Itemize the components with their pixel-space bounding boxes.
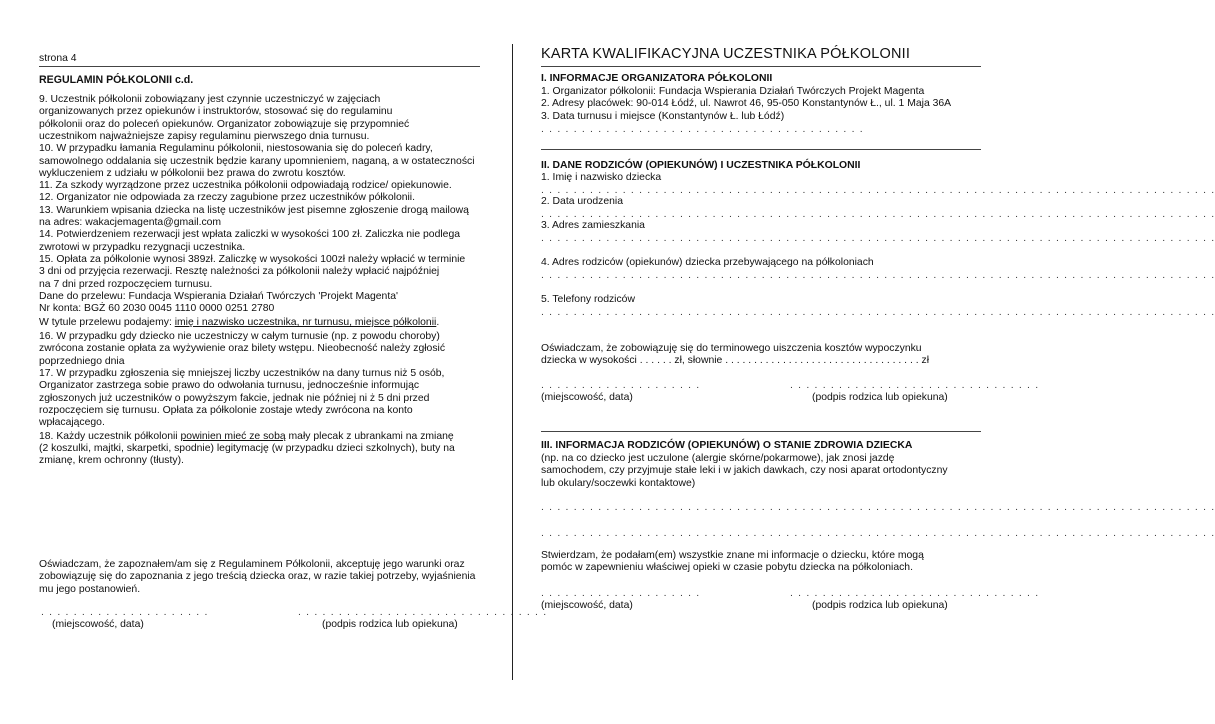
regulation-line: wykluczeniem z udziału w półkolonii bez prawa do zwrotu kosztów. <box>39 167 346 179</box>
regulation-line: 12. Organizator nie odpowiada za rzeczy zagubione przez uczestników półkolonii. <box>39 192 416 204</box>
declaration-line: Oświadczam, że zapoznałem/am się z Regulaminem Półkolonii, akceptuję jego warunki oraz <box>39 559 465 570</box>
transfer-title: imię i nazwisko uczestnika, nr turnusu, miejsce półkolonii <box>174 317 437 328</box>
place-date-label: (miejscowość, data) <box>52 619 144 630</box>
regulation-line: zgłoszonych już uczestników o powyższym fakcie, jednak nie później ni ż 5 dni przed <box>39 392 430 404</box>
regulation-line: Dane do przelewu: Fundacja Wspierania Działań Twórczych 'Projekt Magenta' <box>39 290 398 302</box>
regulation-line: wpłacającego. <box>39 417 105 429</box>
section-1-heading: I. INFORMACJE ORGANIZATORA PÓŁKOLONII <box>541 73 773 84</box>
regulation-line: zwrotowi w przypadku rezygnacji uczestnika. <box>39 241 246 253</box>
cost-declaration: Oświadczam, że zobowiązuję się do terminowego uiszczenia kosztów wypoczynku <box>541 343 922 354</box>
field-label: 1. Imię i nazwisko dziecka <box>541 172 662 183</box>
regulation-line: organizowanych przez opiekunów i instruktorów, stosować się do regulaminu <box>39 106 393 118</box>
field-input-dots[interactable]: . . . . . . . . . . . . . . . . . . . . . . . . . . . . . . . . . . . . . . . . . . . . . . . . . . . . . . . . . . . . . . . . . . . . . . . . . . . . . . . . . . . <box>541 209 1215 220</box>
regulation-line: 14. Potwierdzeniem rezerwacji jest wpłata zaliczki w wysokości 100 zł. Zaliczka nie podlega <box>39 229 460 241</box>
regulation-line: (2 koszulki, majtki, skarpetki, spodnie) legitymację (w przypadku dzieci szkolnych), buty na <box>39 443 455 454</box>
field-label: 3. Adres zamieszkania <box>541 220 645 231</box>
page-fold-line <box>512 44 513 680</box>
regulation-line: Organizator zastrzega sobie prawo do odwołania turnusu, jednocześnie informując <box>39 380 420 392</box>
field-input-dots[interactable]: . . . . . . . . . . . . . . . . . . . . . . . . . . . . . . . . . . . . . . . . . . . . . . . . . . . . . . . . . . . . . . . . . . . . . . . . . . . . . . . . . . . <box>541 270 1215 281</box>
divider <box>541 431 981 432</box>
place-date-label: (miejscowość, data) <box>541 392 633 403</box>
declaration-line: Stwierdzam, że podałam(em) wszystkie znane mi informacje o dziecku, które mogą <box>541 550 924 561</box>
section-1-dots[interactable]: . . . . . . . . . . . . . . . . . . . . . . . . . . . . . . . . . . . . . . . . <box>541 124 864 135</box>
field-input-dots[interactable]: . . . . . . . . . . . . . . . . . . . . . . . . . . . . . . . . . . . . . . . . . . . . . . . . . . . . . . . . . . . . . . . . . . . . . . . . . . . . . . . . . . . <box>541 233 1215 244</box>
regulation-line: na adres: wakacjemagenta@gmail.com <box>39 217 222 228</box>
regulation-line: 13. Warunkiem wpisania dziecka na listę uczestników jest pisemne zgłoszenie drogą mailową <box>39 204 469 216</box>
regulation-line: 11. Za szkody wyrządzone przez uczestnika półkolonii odpowiadają rodzice/ opiekunowie. <box>39 180 452 192</box>
divider <box>541 66 981 67</box>
regulation-line: zmianę, krem ochronny (tłusty). <box>39 455 184 467</box>
rule-18-suffix: mały plecak z ubrankami na zmianę <box>285 431 454 442</box>
signature-dots[interactable]: . . . . . . . . . . . . . . . . . . . . . . . . . . . . . . . <box>790 380 1040 391</box>
regulation-line: uczestnikom najważniejsze zapisy regulaminu pierwszego dnia turnusu. <box>39 130 370 142</box>
regulation-line: 17. W przypadku zgłoszenia się mniejszej liczby uczestników na dany turnus niż 5 osób, <box>39 368 445 379</box>
field-label: 5. Telefony rodziców <box>541 294 635 305</box>
cost-amount-line[interactable]: dziecka w wysokości . . . . . . zł, słownie . . . . . . . . . . . . . . . . . . . . . . . . . . . . . . . . . . zł <box>541 355 930 366</box>
transfer-title-line <box>39 317 439 328</box>
place-date-dots[interactable]: . . . . . . . . . . . . . . . . . . . . <box>541 380 701 391</box>
health-info-line: lub okulary/soczewki kontaktowe) <box>541 477 696 489</box>
signature-dots[interactable]: . . . . . . . . . . . . . . . . . . . . . . . . . . . . . . . <box>790 588 1040 599</box>
transfer-prefix: W tytule przelewu podajemy: <box>39 317 175 328</box>
health-info-line: (np. na co dziecko jest uczulone (alergie skórne/pokarmowe), jak znosi jazdę <box>541 453 895 464</box>
signature-dots[interactable]: . . . . . . . . . . . . . . . . . . . . . . . . . . . . . . . <box>298 607 548 618</box>
rule-18-underlined: powinien mieć ze sobą <box>180 431 286 442</box>
organizer-info-line: 3. Data turnusu i miejsce (Konstantynów Ł. lub Łódź) <box>541 110 785 122</box>
regulation-line: na 7 dni przed rozpoczęciem turnusu. <box>39 278 213 290</box>
rule-18-prefix: 18. Każdy uczestnik półkolonii <box>39 431 181 442</box>
regulation-line: 10. W przypadku łamania Regulaminu półkolonii, niestosowania się do poleceń kadry, <box>39 143 433 155</box>
section-2-heading: II. DANE RODZICÓW (OPIEKUNÓW) I UCZESTNIKA PÓŁKOLONII <box>541 160 861 171</box>
health-info-dots-2[interactable]: . . . . . . . . . . . . . . . . . . . . . . . . . . . . . . . . . . . . . . . . . . . . . . . . . . . . . . . . . . . . . . . . . . . . . . . . . . . . . . . . . . . <box>541 528 1215 539</box>
regulation-line: zwrócona zostanie opłata za wyżywienie oraz bilety wstępu. Nieobecność należy zgłosić <box>39 343 446 355</box>
page-number: strona 4 <box>39 53 77 64</box>
field-input-dots[interactable]: . . . . . . . . . . . . . . . . . . . . . . . . . . . . . . . . . . . . . . . . . . . . . . . . . . . . . . . . . . . . . . . . . . . . . . . . . . . . . . . . . . . <box>541 307 1215 318</box>
field-label: 4. Adres rodziców (opiekunów) dziecka przebywającego na półkoloniach <box>541 257 874 268</box>
signature-label: (podpis rodzica lub opiekuna) <box>322 619 458 630</box>
organizer-info-line: 1. Organizator półkolonii: Fundacja Wspierania Działań Twórczych Projekt Magenta <box>541 86 925 97</box>
signature-label: (podpis rodzica lub opiekuna) <box>812 392 948 403</box>
regulation-line: poprzedniego dnia <box>39 355 125 367</box>
regulation-line: 3 dni od przyjęcia rezerwacji. Resztę należności za półkolonii należy wpłacić najpóźniej <box>39 266 440 278</box>
regulation-line: 15. Opłata za półkolonie wynosi 389zł. Zaliczkę w wysokości 100zł należy wpłacić w terminie <box>39 253 466 265</box>
declaration-line: zobowiązuję się do zapoznania z jego treścią dziecka oraz, w razie takiej potrzeby, wyjaśnienia <box>39 571 476 583</box>
regulation-line: półkolonii oraz do poleceń opiekunów. Organizator zobowiązuje się przypomnieć <box>39 118 410 130</box>
section-3-heading: III. INFORMACJA RODZICÓW (OPIEKUNÓW) O STANIE ZDROWIA DZIECKA <box>541 440 913 451</box>
health-info-dots-1[interactable]: . . . . . . . . . . . . . . . . . . . . . . . . . . . . . . . . . . . . . . . . . . . . . . . . . . . . . . . . . . . . . . . . . . . . . . . . . . . . . . . . . . . <box>541 502 1215 513</box>
field-input-dots[interactable]: . . . . . . . . . . . . . . . . . . . . . . . . . . . . . . . . . . . . . . . . . . . . . . . . . . . . . . . . . . . . . . . . . . . . . . . . . . . . . . . . . . . <box>541 185 1215 196</box>
form-title: KARTA KWALIFIKACYJNA UCZESTNIKA PÓŁKOLONII <box>541 46 911 62</box>
rule-18-line <box>39 431 454 442</box>
health-info-line: samochodem, czy przyjmuje stałe leki i w jakich dawkach, czy nosi aparat ortodontyczny <box>541 465 948 477</box>
declaration-line: mu jego postanowień. <box>39 583 141 595</box>
divider <box>39 66 480 67</box>
field-label: 2. Data urodzenia <box>541 196 624 207</box>
regulation-line: 9. Uczestnik półkolonii zobowiązany jest czynnie uczestniczyć w zajęciach <box>39 94 381 105</box>
organizer-info-line: 2. Adresy placówek: 90-014 Łódź, ul. Nawrot 46, 95-050 Konstantynów Ł., ul. 1 Maja 36A <box>541 98 952 110</box>
declaration-line: pomóc w zapewnieniu właściwej opieki w czasie pobytu dziecka na półkoloniach. <box>541 562 913 574</box>
place-date-label: (miejscowość, data) <box>541 600 633 611</box>
transfer-suffix: . <box>436 317 440 328</box>
divider <box>541 149 981 150</box>
place-date-dots[interactable]: . . . . . . . . . . . . . . . . . . . . <box>541 588 701 599</box>
regulation-line: rozpoczęciem się turnusu. Opłata za półkolonie zostaje wtedy zwrócona na konto <box>39 404 413 416</box>
regulation-line: 16. W przypadku gdy dziecko nie uczestniczy w całym turnusie (np. z powodu choroby) <box>39 331 440 342</box>
signature-label: (podpis rodzica lub opiekuna) <box>812 600 948 611</box>
place-date-dots[interactable]: . . . . . . . . . . . . . . . . . . . . . <box>41 607 209 618</box>
regulation-line: Nr konta: BGŻ 60 2030 0045 1110 0000 0251 2780 <box>39 303 275 315</box>
regulation-line: samowolnego oddalania się uczestnik będzie karany upomnieniem, naganą, a w ostateczności <box>39 155 475 167</box>
regulation-heading: REGULAMIN PÓŁKOLONII c.d. <box>39 74 194 86</box>
